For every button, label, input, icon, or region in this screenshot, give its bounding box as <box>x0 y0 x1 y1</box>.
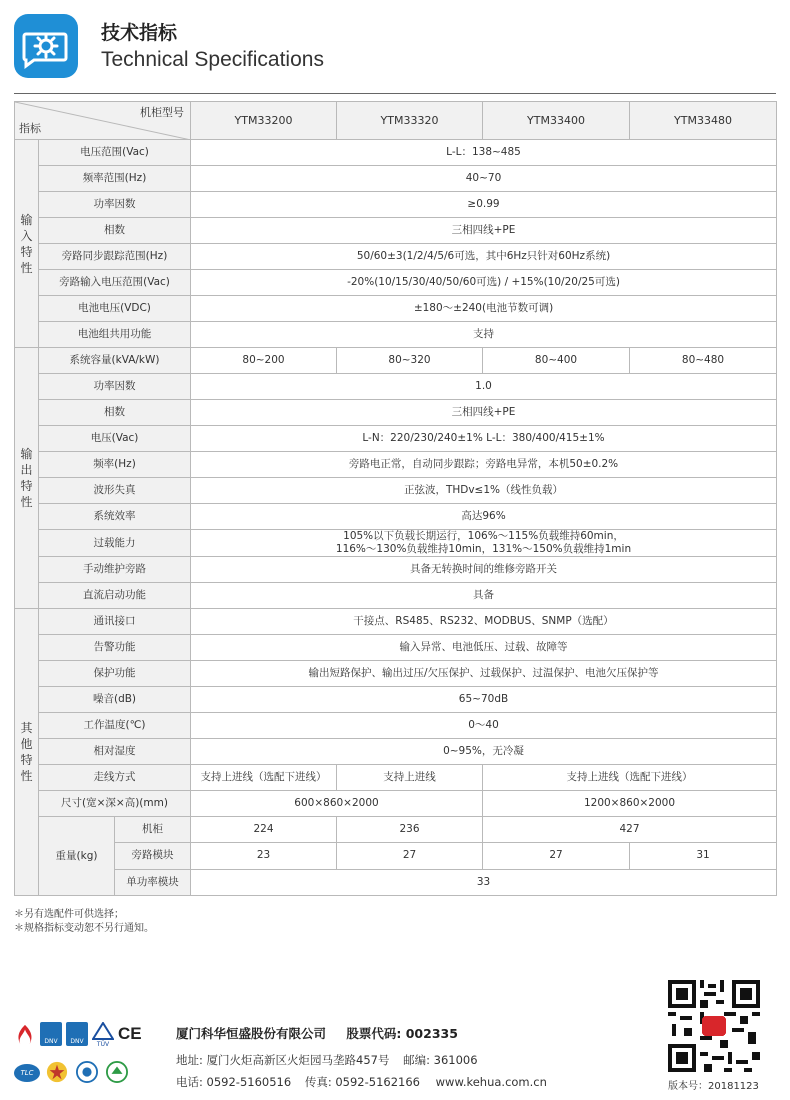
row-label: 电压(Vac) <box>39 426 191 452</box>
row-value: 80~480 <box>630 348 777 374</box>
row-label: 系统效率 <box>39 504 191 530</box>
table-row <box>15 192 777 218</box>
row-label: 噪音(dB) <box>39 687 191 713</box>
group-other-label: 其他特性 <box>15 609 39 896</box>
address-line <box>176 1052 478 1068</box>
row-label: 频率范围(Hz) <box>39 166 191 192</box>
row-value: 三相四线+PE <box>191 218 777 244</box>
row-value: L-L：138~485 <box>191 140 777 166</box>
row-label: 功率因数 <box>39 192 191 218</box>
row-label: 走线方式 <box>39 765 191 791</box>
row-value: L-N：220/230/240±1% L-L：380/400/415±1% <box>191 426 777 452</box>
group-input-label: 输入特性 <box>15 140 39 348</box>
row-value: 支持上进线（选配下进线） <box>483 765 777 791</box>
row-value: 三相四线+PE <box>191 400 777 426</box>
tuv-cert-icon: TÜV <box>92 1022 114 1046</box>
header-divider <box>14 93 776 94</box>
row-value: 支持 <box>191 322 777 348</box>
row-label: 直流启动功能 <box>39 583 191 609</box>
row-value: 0~95%，无冷凝 <box>191 739 777 765</box>
star-badge-icon <box>46 1060 68 1084</box>
table-row <box>15 218 777 244</box>
flame-logo-icon <box>14 1024 36 1048</box>
overload-line-2: 116%～130%负载维持10min，131%～150%负载维持1min <box>335 543 632 555</box>
row-label: 尺寸(宽×深×高)(mm) <box>39 791 191 817</box>
footnote: ＊另有选配件可供选择； <box>14 909 124 920</box>
row-value: 31 <box>630 843 777 869</box>
row-label: 波形失真 <box>39 478 191 504</box>
green-cert-icon <box>106 1060 128 1084</box>
model-header: YTM33400 <box>483 102 630 140</box>
row-value: ±180～±240(电池节数可调) <box>191 296 777 322</box>
row-value: 33 <box>191 869 777 895</box>
stock-code: 股票代码: 002335 <box>346 1026 458 1041</box>
table-row <box>15 661 777 687</box>
row-label: 功率因数 <box>39 374 191 400</box>
table-row <box>15 817 777 843</box>
table-row <box>15 478 777 504</box>
model-header: YTM33480 <box>630 102 777 140</box>
row-value: 支持上进线 <box>337 765 483 791</box>
row-value: 1200×860×2000 <box>483 791 777 817</box>
row-label: 过载能力 <box>39 530 191 557</box>
row-value: 23 <box>191 843 337 869</box>
row-value: 高达96% <box>191 504 777 530</box>
table-row <box>15 374 777 400</box>
diagonal-header-cell <box>15 102 191 140</box>
row-value: 80~320 <box>337 348 483 374</box>
company-line <box>176 1024 458 1042</box>
footnotes <box>14 908 154 936</box>
row-value: 旁路电正常，自动同步跟踪；旁路电异常，本机50±0.2% <box>191 452 777 478</box>
row-value: 600×860×2000 <box>191 791 483 817</box>
group-output-label: 输出特性 <box>15 348 39 609</box>
dnv-cert-icon: DNV <box>66 1022 88 1046</box>
row-value: 27 <box>337 843 483 869</box>
model-header: YTM33200 <box>191 102 337 140</box>
row-value: 236 <box>337 817 483 843</box>
row-label: 工作温度(℃) <box>39 713 191 739</box>
row-value: 65~70dB <box>191 687 777 713</box>
phone: 电话: 0592-5160516 <box>176 1075 292 1089</box>
row-value: 80~400 <box>483 348 630 374</box>
row-label: 旁路同步跟踪范围(Hz) <box>39 244 191 270</box>
row-value: 50/60±3(1/2/4/5/6可选，其中6Hz只针对60Hz系统) <box>191 244 777 270</box>
table-row <box>15 166 777 192</box>
overload-value <box>191 530 777 557</box>
row-value: 具备无转换时间的维修旁路开关 <box>191 557 777 583</box>
brand-gear-icon <box>14 14 78 78</box>
cert-seal-icon <box>76 1060 98 1084</box>
website-link[interactable]: www.kehua.com.cn <box>435 1075 547 1089</box>
row-value: 输入异常、电池低压、过载、故障等 <box>191 635 777 661</box>
table-row <box>15 348 777 374</box>
row-label: 系统容量(kVA/kW) <box>39 348 191 374</box>
spec-table <box>14 101 777 896</box>
table-row <box>15 296 777 322</box>
company-name: 厦门科华恒盛股份有限公司 <box>176 1026 327 1041</box>
tlc-cert-icon: TLC <box>14 1064 40 1082</box>
row-label: 相数 <box>39 400 191 426</box>
table-row <box>15 452 777 478</box>
row-label: 保护功能 <box>39 661 191 687</box>
version-number: 版本号：20181123 <box>668 1081 759 1092</box>
qr-code-icon <box>668 980 760 1072</box>
row-label: 手动维护旁路 <box>39 557 191 583</box>
row-label: 电压范围(Vac) <box>39 140 191 166</box>
row-value: 427 <box>483 817 777 843</box>
table-row <box>15 426 777 452</box>
row-label: 告警功能 <box>39 635 191 661</box>
index-label: 指标 <box>19 122 41 135</box>
table-row <box>15 583 777 609</box>
row-value: 40~70 <box>191 166 777 192</box>
table-row <box>15 270 777 296</box>
table-header-row <box>15 102 777 140</box>
row-value: 80~200 <box>191 348 337 374</box>
model-header: YTM33320 <box>337 102 483 140</box>
sub-label: 机柜 <box>115 817 190 843</box>
row-label: 电池电压(VDC) <box>39 296 191 322</box>
postcode: 邮编: 361006 <box>403 1053 478 1067</box>
certification-logos <box>14 1022 164 1094</box>
footnote: ＊规格指标变动恕不另行通知。 <box>14 923 154 934</box>
ce-mark-icon: CE <box>118 1024 142 1043</box>
fax: 传真: 0592-5162166 <box>304 1075 420 1089</box>
row-label: 相数 <box>39 218 191 244</box>
address: 地址: 厦门火炬高新区火炬园马垄路457号 <box>176 1053 390 1067</box>
table-row <box>15 400 777 426</box>
contact-line <box>176 1074 547 1090</box>
sub-label: 单功率模块 <box>126 875 179 888</box>
table-row <box>15 791 777 817</box>
row-value: 支持上进线（选配下进线） <box>191 765 337 791</box>
table-row <box>15 739 777 765</box>
row-value: ≥0.99 <box>191 192 777 218</box>
table-row <box>15 244 777 270</box>
row-value: 具备 <box>191 583 777 609</box>
table-row <box>15 765 777 791</box>
row-value: -20%(10/15/30/40/50/60可选) / +15%(10/20/25可选) <box>191 270 777 296</box>
table-row <box>15 557 777 583</box>
table-row <box>15 322 777 348</box>
row-value: 1.0 <box>191 374 777 400</box>
row-value: 224 <box>191 817 337 843</box>
qr-code <box>668 980 760 1072</box>
row-label: 重量(kg) <box>39 817 115 895</box>
row-label: 电池组共用功能 <box>39 322 191 348</box>
table-row <box>15 635 777 661</box>
row-label: 频率(Hz) <box>39 452 191 478</box>
page-title-en: Technical Specifications <box>101 48 324 71</box>
dnv-cert-icon: DNV <box>40 1022 62 1046</box>
page-title-cn: 技术指标 <box>101 22 178 44</box>
row-label: 相对湿度 <box>39 739 191 765</box>
table-row <box>15 687 777 713</box>
weight-cell <box>39 817 191 896</box>
row-value: 正弦波，THDv≤1%（线性负载） <box>191 478 777 504</box>
row-value: 0～40 <box>191 713 777 739</box>
table-row <box>15 609 777 635</box>
table-row <box>15 530 777 557</box>
row-value: 干接点、RS485、RS232、MODBUS、SNMP（选配） <box>191 609 777 635</box>
row-label: 通讯接口 <box>39 609 191 635</box>
table-row <box>15 504 777 530</box>
row-value: 输出短路保护、输出过压/欠压保护、过载保护、过温保护、电池欠压保护等 <box>191 661 777 687</box>
row-label: 旁路输入电压范围(Vac) <box>39 270 191 296</box>
row-value: 27 <box>483 843 630 869</box>
table-row <box>15 713 777 739</box>
overload-line-1: 105%以下负载长期运行，106%～115%负载维持60min， <box>343 530 624 542</box>
table-row <box>15 140 777 166</box>
cabinet-model-label: 机柜型号 <box>140 106 184 119</box>
sub-label: 旁路模块 <box>115 843 190 869</box>
